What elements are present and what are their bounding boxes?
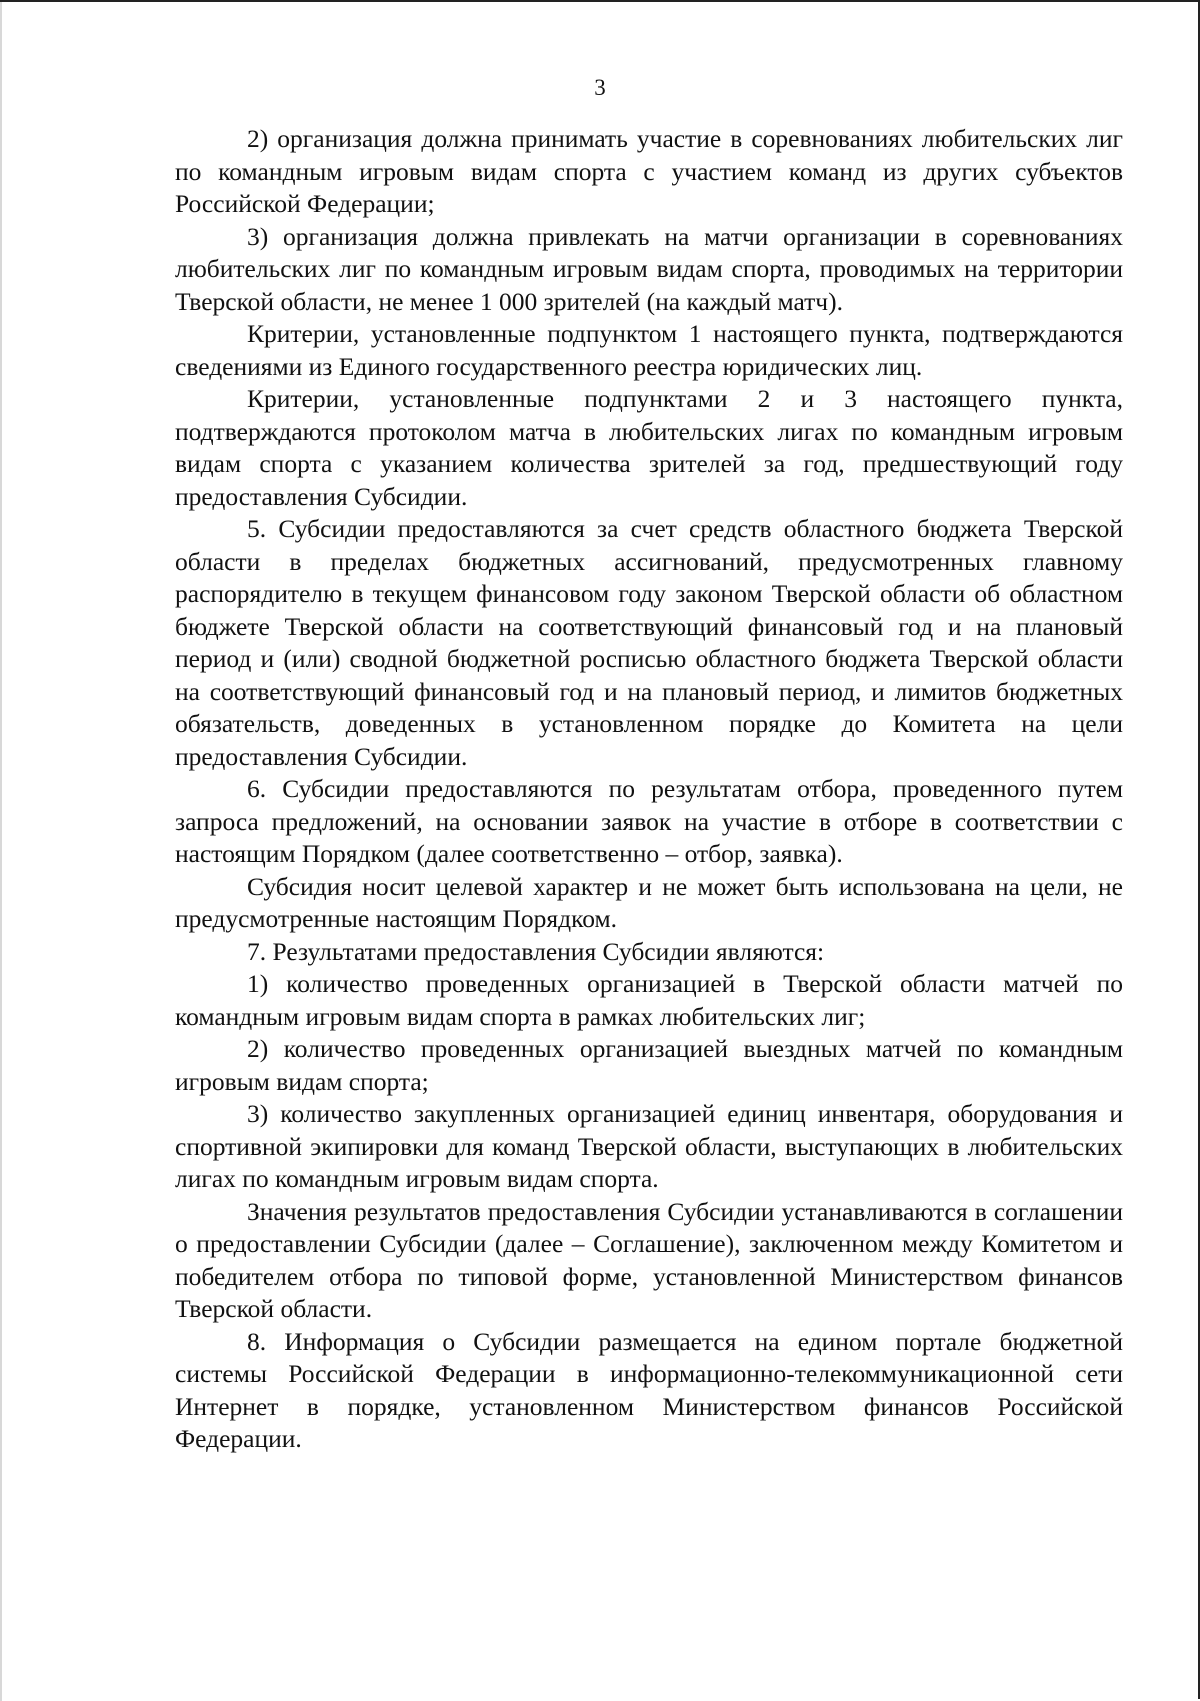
page-number: 3	[594, 75, 606, 100]
paragraph-item-6: 6. Субсидии предоставляются по результатам отбора, проведенного путем запроса предложений, на основании заявок на участие в отборе в соответствии с настоящим Порядком (далее соответственно – отбор, заявка).	[175, 774, 1123, 868]
document-body	[175, 123, 1123, 1456]
paragraph-item-5: 5. Субсидии предоставляются за счет средств областного бюджета Тверской области в пределах бюджетных ассигнований, предусмотренных главному распорядителю в текущем финансовом году законом Тверской области об областном бюджете Тверской области на соответствующий финансовый год и на плановый период и (или) сводной бюджетной росписью областного бюджета Тверской области на соответствующий финансовый год и на плановый период, и лимитов бюджетных обязательств, доведенных в установленном порядке до Комитета на цели предоставления Субсидии.	[175, 514, 1123, 771]
paragraph-subitem-2: 2) организация должна принимать участие в соревнованиях любительских лиг по командным игровым видам спорта с участием команд из других субъектов Российской Федерации;	[175, 124, 1123, 218]
paragraph-result-2: 2) количество проведенных организацией выездных матчей по командным игровым видам спорта;	[175, 1034, 1123, 1096]
paragraph-criteria-1: Критерии, установленные подпунктом 1 настоящего пункта, подтверждаются сведениями из Единого государственного реестра юридических лиц.	[175, 319, 1123, 381]
paragraph-result-values: Значения результатов предоставления Субсидии устанавливаются в соглашении о предоставлении Субсидии (далее – Соглашение), заключенном между Комитетом и победителем отбора по типовой форме, установленной Министерством финансов Тверской области.	[175, 1196, 1123, 1323]
paragraph-result-1: 1) количество проведенных организацией в Тверской области матчей по командным игровым видам спорта в рамках любительских лиг;	[175, 969, 1123, 1031]
paragraph-criteria-2-3: Критерии, установленные подпунктами 2 и 3 настоящего пункта, подтверждаются протоколом матча в любительских лигах по командным игровым видам спорта с указанием количества зрителей за год, предшествующий году предоставления Субсидии.	[175, 384, 1123, 511]
paragraph-subitem-3: 3) организация должна привлекать на матчи организации в соревнованиях любительских лиг по командным игровым видам спорта, проводимых на территории Тверской области, не менее 1 000 зрителей (на каждый матч).	[175, 221, 1123, 316]
paragraph-item-7: 7. Результатами предоставления Субсидии являются:	[247, 936, 825, 966]
paragraph-item-8: 8. Информация о Субсидии размещается на едином портале бюджетной системы Российской Федерации в информационно-телекоммуникационной сети Интернет в порядке, установленном Министерством финансов Российской Федерации.	[175, 1326, 1123, 1453]
paragraph-result-3: 3) количество закупленных организацией единиц инвентаря, оборудования и спортивной экипировки для команд Тверской области, выступающих в любительских лигах по командным игровым видам спорта.	[175, 1099, 1123, 1193]
page-left-edge	[0, 2, 2, 1701]
paragraph-subsidy-purpose: Субсидия носит целевой характер и не может быть использована на цели, не предусмотренные настоящим Порядком.	[175, 871, 1123, 933]
